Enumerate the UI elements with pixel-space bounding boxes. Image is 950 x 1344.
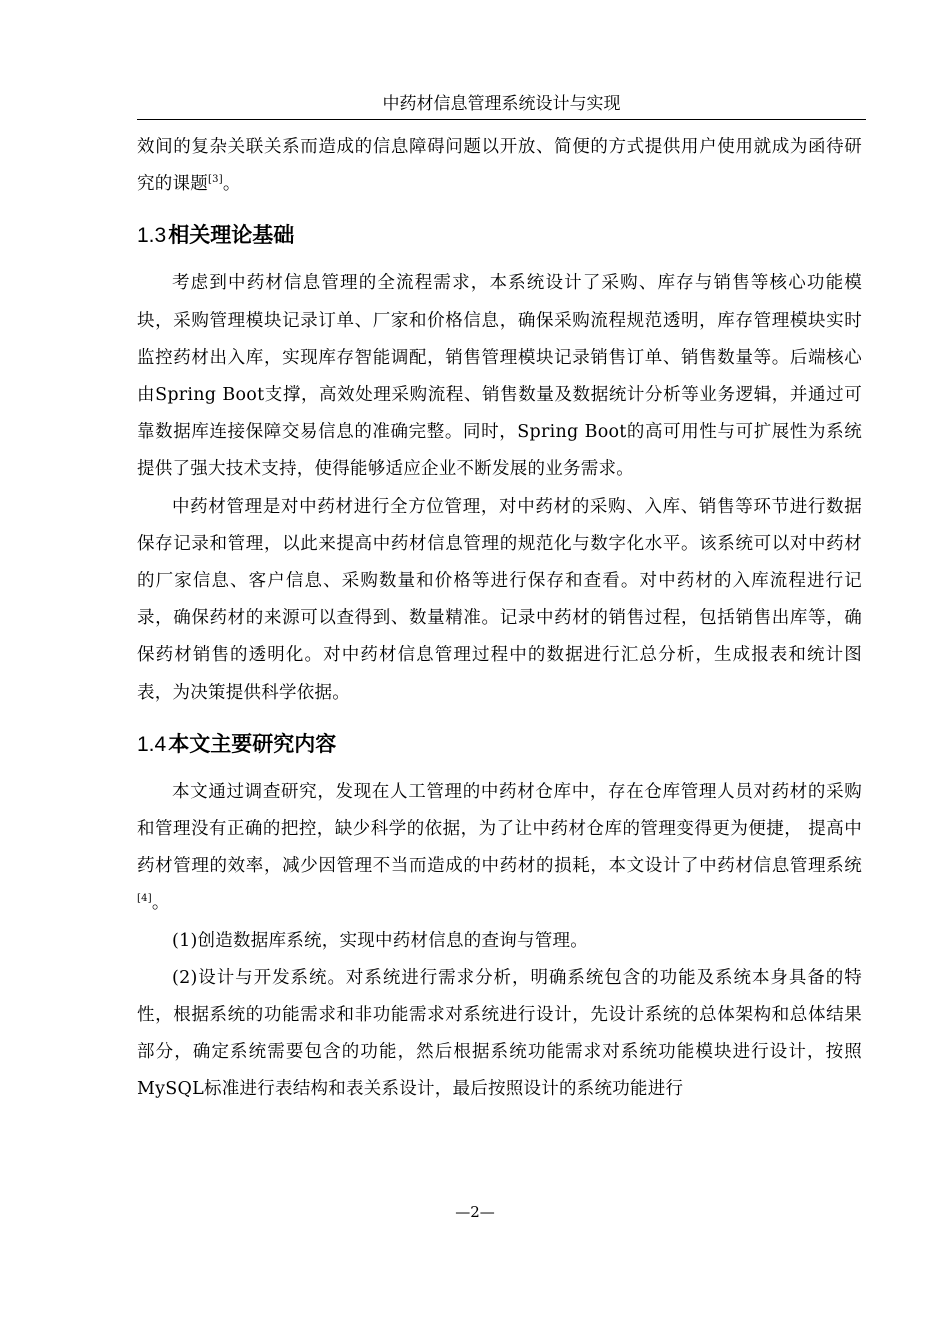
paragraph-end: 。	[222, 174, 241, 195]
list-item: (1)创造数据库系统，实现中药材信息的查询与管理。	[172, 930, 589, 951]
section-number: 1.3	[137, 224, 167, 248]
citation-ref: [3]	[208, 174, 223, 186]
section-number: 1.4	[137, 732, 167, 756]
paragraph-text: 本文通过调查研究，发现在人工管理的中药材仓库中，存在仓库管理人员对药材的采购和管理没有正确的把控，缺少科学的依据，为了让中药材仓库的管理变得更为便捷， 提高中药材管理的效率，减少因管理不当而造成的中药材的损耗，本文设计了中药材信息管理系统	[137, 781, 862, 877]
running-title: 中药材信息管理系统设计与实现	[382, 94, 621, 114]
body-paragraph	[137, 774, 862, 923]
paragraph-end: 。	[151, 893, 170, 914]
continuation-paragraph	[137, 129, 862, 203]
citation-ref: [4]	[137, 893, 152, 905]
paragraph-text: 效间的复杂关联关系而造成的信息障碍问题以开放、简便的方式提供用户使用就成为函待研究的课题	[137, 137, 862, 195]
section-title: 相关理论基础	[168, 224, 295, 248]
section-heading-1-4	[137, 725, 862, 765]
page-body	[137, 129, 862, 1109]
list-item: (2)设计与开发系统。对系统进行需求分析，明确系统包含的功能及系统本身具备的特性，根据系统的功能需求和非功能需求对系统进行设计，先设计系统的总体架构和总体结果部分，确定系统需要包含的功能，然后根据系统功能需求对系统功能模块进行设计，按照MySQL标准进行表结构和表关系设计，最后按照设计的系统功能进行	[137, 967, 862, 1100]
body-paragraph: 考虑到中药材信息管理的全流程需求，本系统设计了采购、库存与销售等核心功能模块，采购管理模块记录订单、厂家和价格信息，确保采购流程规范透明，库存管理模块实时监控药材出入库，实现库存智能调配，销售管理模块记录销售订单、销售数量等。后端核心由Spring Boot支撑，高效处理采购流程、销售数量及数据统计分析等业务逻辑，并通过可靠数据库连接保障交易信息的准确完整。同时，Spring Boot的高可用性与可扩展性为系统提供了强大技术支持，使得能够适应企业不断发展的业务需求。	[137, 273, 862, 480]
page-header	[137, 93, 866, 120]
section-heading-1-3	[137, 216, 862, 256]
page-number: —2—	[455, 1203, 495, 1221]
body-paragraph: 中药材管理是对中药材进行全方位管理，对中药材的采购、入库、销售等环节进行数据保存记录和管理，以此来提高中药材信息管理的规范化与数字化水平。该系统可以对中药材的厂家信息、客户信息、采购数量和价格等进行保存和查看。对中药材的入库流程进行记录，确保药材的来源可以查得到、数量精准。记录中药材的销售过程，包括销售出库等，确保药材销售的透明化。对中药材信息管理过程中的数据进行汇总分析，生成报表和统计图表，为决策提供科学依据。	[137, 496, 862, 703]
section-title: 本文主要研究内容	[168, 732, 337, 756]
